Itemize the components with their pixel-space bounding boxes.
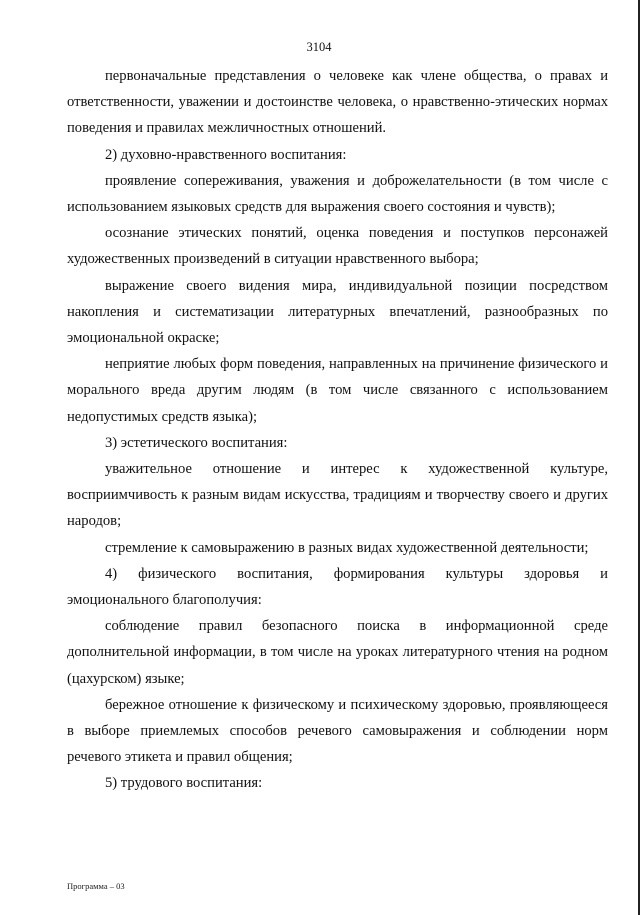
page-number: 3104 bbox=[306, 40, 332, 54]
section-heading: 3) эстетического воспитания: bbox=[105, 434, 288, 451]
section-heading: 5) трудового воспитания: bbox=[105, 775, 263, 792]
section-heading: 4) физического воспитания, формирования культуры здоровья и эмоционального благополучия: bbox=[67, 565, 608, 609]
paragraph: выражение своего видения мира, индивидуальной позиции посредством накопления и систематизации литературных впечатлений, разнообразных по эмоциональной окраске; bbox=[67, 277, 608, 347]
footer-label: Программа – 03 bbox=[67, 881, 125, 891]
paragraph: первоначальные представления о человеке как члене общества, о правах и ответственности, уважении и достоинстве человека, о нравственно-этических нормах поведения и правилах межличностных отношений. bbox=[67, 68, 608, 137]
body-text bbox=[67, 63, 608, 797]
paragraph: соблюдение правил безопасного поиска в информационной среде дополнительной информации, в том числе на уроках литературного чтения на родном (цахурском) языке; bbox=[67, 618, 608, 687]
paragraph: проявление сопереживания, уважения и доброжелательности (в том числе с использованием языковых средств для выражения своего состояния и чувств); bbox=[67, 172, 608, 216]
paragraph: уважительное отношение и интерес к художественной культуре, восприимчивость к разным видам искусства, традициям и творчеству своего и других народов; bbox=[67, 461, 608, 530]
paragraph: осознание этических понятий, оценка поведения и поступков персонажей художественных произведений в ситуации нравственного выбора; bbox=[67, 225, 608, 268]
section-heading: 2) духовно-нравственного воспитания: bbox=[105, 146, 347, 163]
paragraph: бережное отношение к физическому и психическому здоровью, проявляющееся в выборе приемлемых способов речевого самовыражения и соблюдении норм речевого этикета и правил общения; bbox=[67, 696, 608, 766]
paragraph: стремление к самовыражению в разных видах художественной деятельности; bbox=[105, 539, 589, 556]
paragraph: неприятие любых форм поведения, направленных на причинение физического и морального вреда другим людям (в том числе связанного с использованием недопустимых средств языка); bbox=[67, 356, 608, 425]
